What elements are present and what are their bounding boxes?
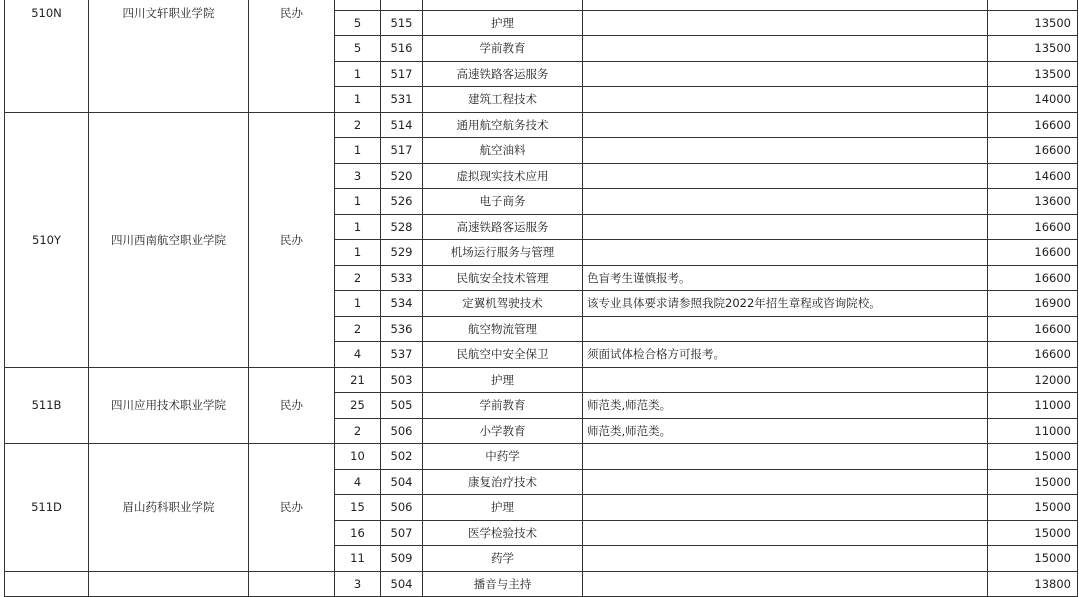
tuition-fee-cell: 14000 <box>988 87 1078 113</box>
plan-count-cell: 25 <box>335 393 381 419</box>
plan-count-cell: 1 <box>335 87 381 113</box>
major-name-cell: 建筑工程技术 <box>423 87 583 113</box>
major-code-cell: 534 <box>381 291 423 317</box>
major-name-cell: 康复治疗技术 <box>423 469 583 495</box>
major-name-cell: 民航安全技术管理 <box>423 265 583 291</box>
major-name-cell: 播音与主持 <box>423 571 583 597</box>
tuition-fee-cell <box>988 0 1078 10</box>
major-code-cell: 531 <box>381 87 423 113</box>
plan-count-cell: 1 <box>335 291 381 317</box>
plan-count-cell: 5 <box>335 10 381 36</box>
tuition-fee-cell: 16600 <box>988 214 1078 240</box>
note-cell: 师范类,师范类。 <box>583 418 988 444</box>
school-type-cell: 民办 <box>249 367 335 444</box>
major-code-cell: 502 <box>381 444 423 470</box>
major-code-cell: 528 <box>381 214 423 240</box>
note-cell <box>583 546 988 572</box>
school-type-cell: 民办 <box>249 0 335 112</box>
plan-count-cell: 1 <box>335 240 381 266</box>
plan-count-cell: 1 <box>335 214 381 240</box>
note-cell <box>583 469 988 495</box>
tuition-fee-cell: 15000 <box>988 520 1078 546</box>
major-code-cell: 507 <box>381 520 423 546</box>
tuition-fee-cell: 15000 <box>988 469 1078 495</box>
major-code-cell: 506 <box>381 495 423 521</box>
plan-count-cell: 3 <box>335 163 381 189</box>
table-row <box>5 367 1078 393</box>
major-name-cell: 虚拟现实技术应用 <box>423 163 583 189</box>
major-name-cell: 航空油料 <box>423 138 583 164</box>
major-name-cell <box>423 0 583 10</box>
major-code-cell: 506 <box>381 418 423 444</box>
plan-count-cell: 2 <box>335 418 381 444</box>
table-row <box>5 444 1078 470</box>
school-code-cell: 510Y <box>5 112 89 367</box>
tuition-fee-cell: 13500 <box>988 36 1078 62</box>
major-code-cell: 526 <box>381 189 423 215</box>
major-name-cell: 护理 <box>423 10 583 36</box>
major-name-cell: 高速铁路客运服务 <box>423 214 583 240</box>
major-code-cell: 517 <box>381 138 423 164</box>
school-type-cell <box>249 571 335 597</box>
major-code-cell: 503 <box>381 367 423 393</box>
plan-count-cell: 4 <box>335 342 381 368</box>
major-code-cell: 537 <box>381 342 423 368</box>
note-cell <box>583 189 988 215</box>
major-code-cell: 504 <box>381 571 423 597</box>
plan-count-cell: 5 <box>335 36 381 62</box>
plan-count-cell: 2 <box>335 112 381 138</box>
note-cell <box>583 112 988 138</box>
tuition-fee-cell: 13500 <box>988 61 1078 87</box>
major-code-cell: 536 <box>381 316 423 342</box>
plan-count-cell: 2 <box>335 265 381 291</box>
plan-count-cell: 16 <box>335 520 381 546</box>
school-name-cell: 四川西南航空职业学院 <box>89 112 249 367</box>
note-cell <box>583 367 988 393</box>
note-cell <box>583 87 988 113</box>
tuition-fee-cell: 15000 <box>988 495 1078 521</box>
tuition-fee-cell: 11000 <box>988 393 1078 419</box>
plan-count-cell: 10 <box>335 444 381 470</box>
school-type-cell: 民办 <box>249 444 335 572</box>
tuition-fee-cell: 13500 <box>988 10 1078 36</box>
major-name-cell: 学前教育 <box>423 36 583 62</box>
plan-count-cell: 4 <box>335 469 381 495</box>
major-name-cell: 高速铁路客运服务 <box>423 61 583 87</box>
note-cell <box>583 495 988 521</box>
note-cell <box>583 240 988 266</box>
major-name-cell: 医学检验技术 <box>423 520 583 546</box>
note-cell <box>583 61 988 87</box>
major-name-cell: 通用航空航务技术 <box>423 112 583 138</box>
major-name-cell: 护理 <box>423 367 583 393</box>
school-name-cell: 四川文轩职业学院 <box>89 0 249 112</box>
tuition-fee-cell: 16600 <box>988 112 1078 138</box>
school-code-cell: 510N <box>5 0 89 112</box>
tuition-fee-cell: 13800 <box>988 571 1078 597</box>
plan-count-cell: 11 <box>335 546 381 572</box>
major-code-cell: 529 <box>381 240 423 266</box>
note-cell <box>583 10 988 36</box>
enrollment-plan-table <box>4 0 1078 597</box>
table-body <box>5 0 1078 597</box>
school-name-cell: 四川应用技术职业学院 <box>89 367 249 444</box>
tuition-fee-cell: 14600 <box>988 163 1078 189</box>
tuition-fee-cell: 16900 <box>988 291 1078 317</box>
school-type-cell: 民办 <box>249 112 335 367</box>
plan-count-cell: 15 <box>335 495 381 521</box>
major-code-cell: 533 <box>381 265 423 291</box>
major-code-cell <box>381 0 423 10</box>
plan-count-cell: 21 <box>335 367 381 393</box>
major-name-cell: 中药学 <box>423 444 583 470</box>
plan-count-cell: 2 <box>335 316 381 342</box>
tuition-fee-cell: 15000 <box>988 546 1078 572</box>
note-cell <box>583 316 988 342</box>
tuition-fee-cell: 16600 <box>988 342 1078 368</box>
major-code-cell: 514 <box>381 112 423 138</box>
note-cell <box>583 520 988 546</box>
major-name-cell: 护理 <box>423 495 583 521</box>
tuition-fee-cell: 16600 <box>988 240 1078 266</box>
table-row <box>5 112 1078 138</box>
major-name-cell: 航空物流管理 <box>423 316 583 342</box>
note-cell <box>583 444 988 470</box>
note-cell: 该专业具体要求请参照我院2022年招生章程或咨询院校。 <box>583 291 988 317</box>
school-code-cell <box>5 571 89 597</box>
note-cell: 色盲考生谨慎报考。 <box>583 265 988 291</box>
note-cell <box>583 36 988 62</box>
tuition-fee-cell: 15000 <box>988 444 1078 470</box>
tuition-fee-cell: 16600 <box>988 316 1078 342</box>
major-code-cell: 520 <box>381 163 423 189</box>
plan-count-cell: 1 <box>335 138 381 164</box>
major-name-cell: 定翼机驾驶技术 <box>423 291 583 317</box>
note-cell <box>583 214 988 240</box>
school-code-cell: 511B <box>5 367 89 444</box>
tuition-fee-cell: 16600 <box>988 265 1078 291</box>
major-code-cell: 517 <box>381 61 423 87</box>
table-row <box>5 571 1078 597</box>
table-row <box>5 0 1078 10</box>
tuition-fee-cell: 16600 <box>988 138 1078 164</box>
major-name-cell: 药学 <box>423 546 583 572</box>
plan-count-cell: 1 <box>335 61 381 87</box>
major-name-cell: 机场运行服务与管理 <box>423 240 583 266</box>
school-name-cell: 眉山药科职业学院 <box>89 444 249 572</box>
note-cell <box>583 0 988 10</box>
note-cell <box>583 138 988 164</box>
note-cell <box>583 163 988 189</box>
major-name-cell: 民航空中安全保卫 <box>423 342 583 368</box>
major-code-cell: 515 <box>381 10 423 36</box>
note-cell: 师范类,师范类。 <box>583 393 988 419</box>
note-cell <box>583 571 988 597</box>
tuition-fee-cell: 12000 <box>988 367 1078 393</box>
plan-count-cell <box>335 0 381 10</box>
school-name-cell <box>89 571 249 597</box>
major-name-cell: 小学教育 <box>423 418 583 444</box>
major-code-cell: 505 <box>381 393 423 419</box>
school-code-cell: 511D <box>5 444 89 572</box>
major-code-cell: 516 <box>381 36 423 62</box>
major-name-cell: 电子商务 <box>423 189 583 215</box>
plan-count-cell: 1 <box>335 189 381 215</box>
note-cell: 须面试体检合格方可报考。 <box>583 342 988 368</box>
tuition-fee-cell: 13600 <box>988 189 1078 215</box>
major-name-cell: 学前教育 <box>423 393 583 419</box>
plan-count-cell: 3 <box>335 571 381 597</box>
tuition-fee-cell: 11000 <box>988 418 1078 444</box>
major-code-cell: 509 <box>381 546 423 572</box>
major-code-cell: 504 <box>381 469 423 495</box>
